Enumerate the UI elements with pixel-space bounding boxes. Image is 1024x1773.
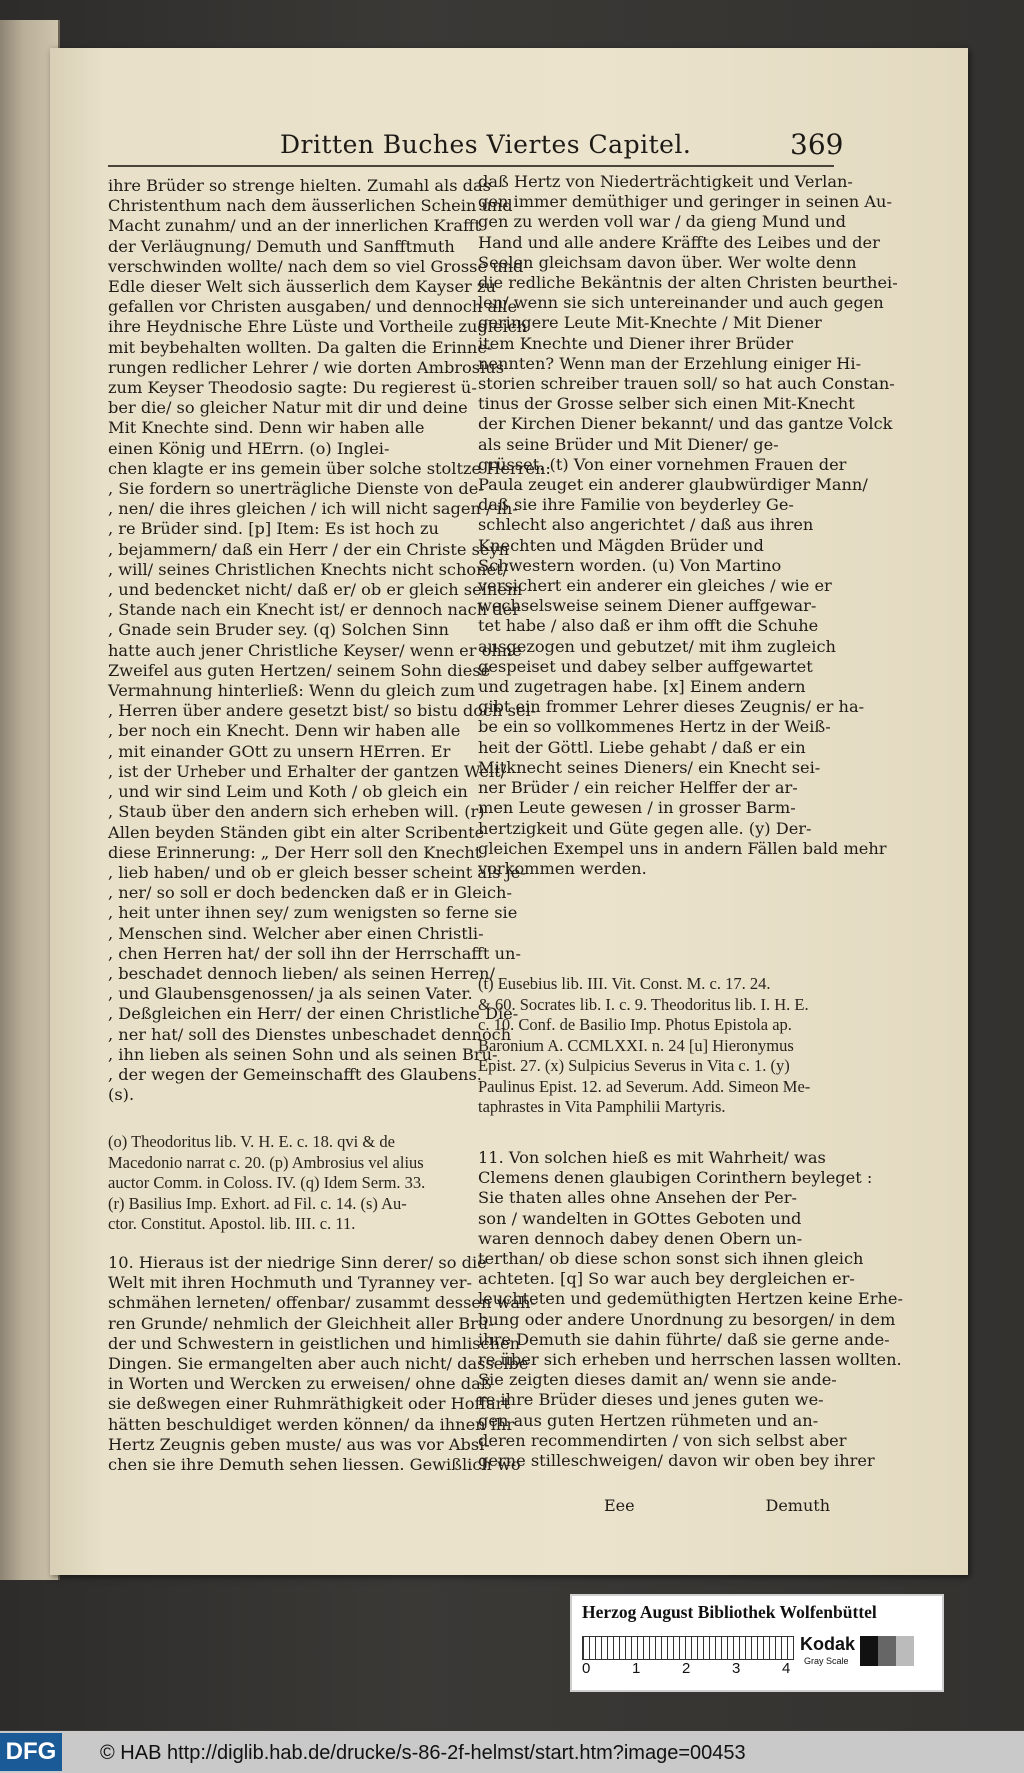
text-line: einen König und HErrn. (o) Inglei- xyxy=(108,438,390,458)
text-line: vorkommen werden. xyxy=(478,858,647,878)
text-line: , re Brüder sind. [p] Item: Es ist hoch zu xyxy=(108,519,439,539)
running-header xyxy=(265,128,844,164)
text-line: , ber noch ein Knecht. Denn wir haben alle xyxy=(108,721,461,741)
text-line: gespeiset und dabey selber auffgewartet xyxy=(478,656,813,676)
text-line: chen klagte er ins gemein über solche stoltze Herren: xyxy=(108,458,551,478)
text-line: gen immer demüthiger und geringer in seinen Au- xyxy=(478,192,892,212)
right-column-paragraph-11 xyxy=(478,1148,903,1471)
text-line: die redliche Bekäntnis der alten Christen beurthei- xyxy=(478,273,898,293)
text-line: , chen Herren hat/ der soll ihn der Herrschafft un- xyxy=(108,943,521,963)
text-line: zum Keyser Theodosio sagte: Du regierest ü- xyxy=(108,378,477,398)
text-line: Baronium A. CCMLXXI. n. 24 [u] Hieronymus xyxy=(478,1035,794,1055)
kodak-label: Kodak xyxy=(800,1634,856,1654)
right-column-footnotes xyxy=(478,974,830,1118)
text-line: Sie zeigten dieses damit an/ wenn sie ande- xyxy=(478,1370,837,1390)
text-line: in Worten und Wercken zu erweisen/ ohne daß xyxy=(108,1374,492,1394)
text-line: , ihn lieben als seinen Sohn und als seinen Bru- xyxy=(108,1044,498,1064)
text-line: ner Brüder / ein reicher Helffer der ar- xyxy=(478,778,798,798)
text-line: , Herren über andere gesetzt bist/ so bistu doch sel- xyxy=(108,701,537,721)
text-line: geringere Leute Mit-Knechte / Mit Diener xyxy=(478,313,822,333)
text-line: hertzigkeit und Güte gegen alle. (y) Der- xyxy=(478,818,812,838)
footer-credit-link[interactable]: © HAB http://diglib.hab.de/drucke/s-86-2f-helmst/start.htm?image=00453 xyxy=(100,1742,746,1764)
text-line: hatte auch jener Christliche Keyser/ wenn er ohne xyxy=(108,640,522,660)
dfg-logo: DFG xyxy=(0,1733,62,1771)
ruler-number: 0 xyxy=(582,1660,591,1677)
text-line: verschwinden wollte/ nach dem so viel Grosse und xyxy=(108,256,524,276)
signature-mark: Eee xyxy=(604,1496,635,1515)
text-line: , ner/ so soll er doch bedencken daß er in Gleich- xyxy=(108,883,512,903)
ruler-number: 1 xyxy=(632,1660,641,1677)
text-line: daß Hertz von Niederträchtigkeit und Verlan- xyxy=(478,172,853,191)
text-line: , und bedencket nicht/ daß er/ ob er gleich seinem xyxy=(108,580,523,600)
text-line: der Kirchen Diener bekannt/ und das gantze Volck xyxy=(478,414,893,434)
text-line: gerne stilleschweigen/ davon wir oben bey ihrer xyxy=(478,1451,875,1471)
text-line: , Gnade sein Bruder sey. (q) Solchen Sinn xyxy=(108,620,449,640)
text-line: ihre Brüder so strenge hielten. Zumahl als das xyxy=(108,176,491,195)
text-line: gen zu werden voll war / da gieng Mund und xyxy=(478,212,847,232)
text-line: heit der Göttl. Liebe gehabt / daß er ein xyxy=(478,737,806,757)
text-line: , ist der Urheber und Erhalter der gantzen Welt/ xyxy=(108,761,507,781)
text-line: deren recommendirten / von sich selbst aber xyxy=(478,1430,847,1450)
text-line: , mit einander GOtt zu unsern HErren. Er xyxy=(108,741,451,761)
text-line: Macedonio narrat c. 20. (p) Ambrosius vel alius xyxy=(108,1152,424,1172)
right-column-text xyxy=(478,172,898,879)
ruler-scale xyxy=(582,1636,794,1660)
text-line: tinus der Grosse selber sich einen Mit-Knecht xyxy=(478,394,855,414)
text-line: gibt ein frommer Lehrer dieses Zeugnis/ er ha- xyxy=(478,697,865,717)
gray-patch-light xyxy=(896,1636,914,1666)
text-line: storien schreiber trauen soll/ so hat auch Constan- xyxy=(478,374,895,394)
text-line: Zweifel aus guten Hertzen/ seinem Sohn diese xyxy=(108,660,491,680)
text-line: item Knechte und Diener ihrer Brüder xyxy=(478,333,794,353)
text-line: & 60. Socrates lib. I. c. 9. Theodoritus lib. I. H. E. xyxy=(478,994,809,1014)
text-line: terthan/ ob diese schon sonst sich ihnen gleich xyxy=(478,1249,864,1269)
library-color-card xyxy=(570,1594,944,1692)
ruler-number: 2 xyxy=(682,1660,691,1677)
left-column-paragraph-10 xyxy=(108,1253,536,1475)
text-line: achteten. [q] So war auch bey dergleichen er- xyxy=(478,1269,855,1289)
text-line: als seine Brüder und Mit Diener/ ge- xyxy=(478,434,779,454)
text-line: Welt mit ihren Hochmuth und Tyranney ver- xyxy=(108,1273,472,1293)
left-column-footnotes xyxy=(108,1132,456,1235)
text-line: chen sie ihre Demuth sehen liessen. Gewißlich wo xyxy=(108,1455,521,1475)
text-line: (s). xyxy=(108,1085,135,1105)
text-line: , nen/ die ihres gleichen / ich will nicht sagen / ih- xyxy=(108,499,518,519)
text-line: ctor. Constitut. Apostol. lib. III. c. 11. xyxy=(108,1214,356,1233)
gray-scale-label: Gray Scale xyxy=(804,1656,849,1666)
ruler-number: 4 xyxy=(782,1660,791,1677)
text-line: (t) Eusebius lib. III. Vit. Const. M. c. 17. 24. xyxy=(478,974,771,993)
text-line: , will/ seines Christlichen Knechts nicht schonet/ xyxy=(108,559,509,579)
text-line: tet habe / also daß er ihm offt die Schuhe xyxy=(478,616,819,636)
signature-line xyxy=(478,1496,830,1518)
library-name: Herzog August Bibliothek Wolfenbüttel xyxy=(582,1602,877,1622)
ruler-number: 3 xyxy=(732,1660,741,1677)
text-line: und zugetragen habe. [x] Einem andern xyxy=(478,677,806,697)
text-line: , der wegen der Gemeinschafft des Glaubens. xyxy=(108,1064,482,1084)
chapter-title: Dritten Buches Viertes Capitel. xyxy=(280,130,692,159)
text-line: ihre Demuth sie dahin führte/ daß sie gerne ande- xyxy=(478,1329,890,1349)
text-line: daß sie ihre Familie von beyderley Ge- xyxy=(478,495,794,515)
text-line: Hertz Zeugnis geben muste/ aus was vor Absi- xyxy=(108,1434,490,1454)
text-line: auctor Comm. in Coloss. IV. (q) Idem Serm. 33. xyxy=(108,1173,426,1192)
text-line: waren dennoch dabey denen Obern un- xyxy=(478,1228,803,1248)
text-line: leuchteten und gedemüthigten Hertzen keine Erhe- xyxy=(478,1289,903,1309)
text-line: versichert ein anderer ein gleiches / wie er xyxy=(478,576,832,596)
text-line: , beschadet dennoch lieben/ als seinen Herren/ xyxy=(108,963,495,983)
text-line: Sie thaten alles ohne Ansehen der Per- xyxy=(478,1188,797,1208)
text-line: ihre Heydnische Ehre Lüste und Vortheile zugleich xyxy=(108,317,528,337)
text-line: 10. Hieraus ist der niedrige Sinn derer/ so die xyxy=(108,1253,487,1272)
text-line: rungen redlicher Lehrer / wie dorten Ambrosius xyxy=(108,357,505,377)
text-line: mit beybehalten wollten. Da galten die Erinne- xyxy=(108,337,493,357)
gray-patch-mid xyxy=(878,1636,896,1666)
text-line: gen aus guten Hertzen rühmeten und an- xyxy=(478,1410,819,1430)
text-line: diese Erinnerung: „ Der Herr soll den Knecht xyxy=(108,842,482,862)
text-line: Christenthum nach dem äusserlichen Schein und xyxy=(108,196,513,216)
text-line: re über sich erheben und herrschen lassen wollten. xyxy=(478,1350,902,1370)
text-line: ren Grunde/ nehmlich der Gleichheit aller Brü- xyxy=(108,1313,494,1333)
gray-scale-patches xyxy=(860,1636,932,1666)
gray-patch-white xyxy=(914,1636,932,1666)
catchword: Demuth xyxy=(765,1496,830,1515)
text-line: len/ wenn sie sich untereinander und auch gegen xyxy=(478,293,884,313)
text-line: der und Schwestern in geistlichen und himlischen xyxy=(108,1333,521,1353)
text-line: Dingen. Sie ermangelten aber auch nicht/ dasselbe xyxy=(108,1354,529,1374)
text-line: re ihre Brüder dieses und jenes guten we- xyxy=(478,1390,824,1410)
text-line: gleichen Exempel uns in andern Fällen bald mehr xyxy=(478,838,887,858)
text-line: men Leute gewesen / in grosser Barm- xyxy=(478,798,796,818)
left-column-text xyxy=(108,176,551,1105)
text-line: son / wandelten in GOttes Geboten und xyxy=(478,1208,802,1228)
text-line: Paulinus Epist. 12. ad Severum. Add. Simeon Me- xyxy=(478,1076,811,1096)
text-line: ausgezogen und gebutzet/ mit ihm zugleich xyxy=(478,636,836,656)
text-line: , Stande nach ein Knecht ist/ er dennoch nach der xyxy=(108,600,520,620)
text-line: Allen beyden Ständen gibt ein alter Scribente xyxy=(108,822,485,842)
text-line: , Staub über den andern sich erheben will. (r) xyxy=(108,802,485,822)
gray-patch-black xyxy=(860,1636,878,1666)
text-line: der Verläugnung/ Demuth und Sanfftmuth xyxy=(108,236,455,256)
text-line: gefallen vor Christen ausgaben/ und dennoch alle xyxy=(108,297,518,317)
text-line: bung oder andere Unordnung zu besorgen/ in dem xyxy=(478,1309,896,1329)
text-line: Schwestern worden. (u) Von Martino xyxy=(478,555,782,575)
text-line: hätten beschuldiget werden können/ da ihnen ihr xyxy=(108,1414,515,1434)
text-line: , und wir sind Leim und Koth / ob gleich ein xyxy=(108,782,468,802)
text-line: Hand und alle andere Kräffte des Leibes und der xyxy=(478,232,880,252)
text-line: Mitknecht seines Dieners/ ein Knecht sei- xyxy=(478,757,821,777)
text-line: Mit Knechte sind. Denn wir haben alle xyxy=(108,418,425,438)
text-line: Vermahnung hinterließ: Wenn du gleich zum xyxy=(108,681,475,701)
text-line: c. 10. Conf. de Basilio Imp. Photus Epistola ap. xyxy=(478,1015,792,1034)
page-number: 369 xyxy=(790,128,844,161)
text-line: , und Glaubensgenossen/ ja als seinen Vater. xyxy=(108,984,473,1004)
text-line: Seelen gleichsam davon über. Wer wolte denn xyxy=(478,252,857,272)
text-line: Clemens denen glaubigen Corinthern beyleget : xyxy=(478,1168,873,1188)
text-line: , lieb haben/ und ob er gleich besser scheint als je- xyxy=(108,862,526,882)
text-line: Knechten und Mägden Brüder und xyxy=(478,535,764,555)
text-line: , Menschen sind. Welcher aber einen Christli- xyxy=(108,923,484,943)
text-line: be ein so vollkommenes Hertz in der Weiß- xyxy=(478,717,831,737)
text-line: (r) Basilius Imp. Exhort. ad Fil. c. 14. (s) Au- xyxy=(108,1193,407,1213)
text-line: (o) Theodoritus lib. V. H. E. c. 18. qvi & de xyxy=(108,1132,395,1151)
text-line: grüsset. (t) Von einer vornehmen Frauen der xyxy=(478,454,847,474)
text-line: sie deßwegen einer Ruhmräthigkeit oder Hoffart xyxy=(108,1394,510,1414)
text-line: Edle dieser Welt sich äusserlich dem Kayser zu xyxy=(108,277,496,297)
text-line: taphrastes in Vita Pamphilii Martyris. xyxy=(478,1097,726,1116)
text-line: schlecht also angerichtet / daß aus ihren xyxy=(478,515,814,535)
ruler-numbers xyxy=(582,1660,802,1680)
text-line: wechselsweise seinem Diener auffgewar- xyxy=(478,596,817,616)
text-line: Macht zunahm/ und an der innerlichen Krafft xyxy=(108,216,482,236)
text-line: 11. Von solchen hieß es mit Wahrheit/ was xyxy=(478,1148,826,1167)
text-line: ber die/ so gleicher Natur mit dir und deine xyxy=(108,398,468,418)
text-line: Epist. 27. (x) Sulpicius Severus in Vita c. 1. (y) xyxy=(478,1056,790,1075)
header-rule xyxy=(108,165,834,167)
text-line: , heit unter ihnen sey/ zum wenigsten so ferne sie xyxy=(108,903,518,923)
text-line: , Sie fordern so unerträgliche Dienste von de- xyxy=(108,479,484,499)
text-line: , Deßgleichen ein Herr/ der einen Christliche Die- xyxy=(108,1004,519,1024)
text-line: , ner hat/ soll des Dienstes unbeschadet dennoch xyxy=(108,1024,512,1044)
text-line: , bejammern/ daß ein Herr / der ein Christe seyn xyxy=(108,539,510,559)
text-line: Paula zeuget ein anderer glaubwürdiger Mann/ xyxy=(478,475,868,495)
text-line: nennten? Wenn man der Erzehlung einiger Hi- xyxy=(478,353,862,373)
text-line: schmähen lerneten/ offenbar/ zusammt dessen wah- xyxy=(108,1293,536,1313)
